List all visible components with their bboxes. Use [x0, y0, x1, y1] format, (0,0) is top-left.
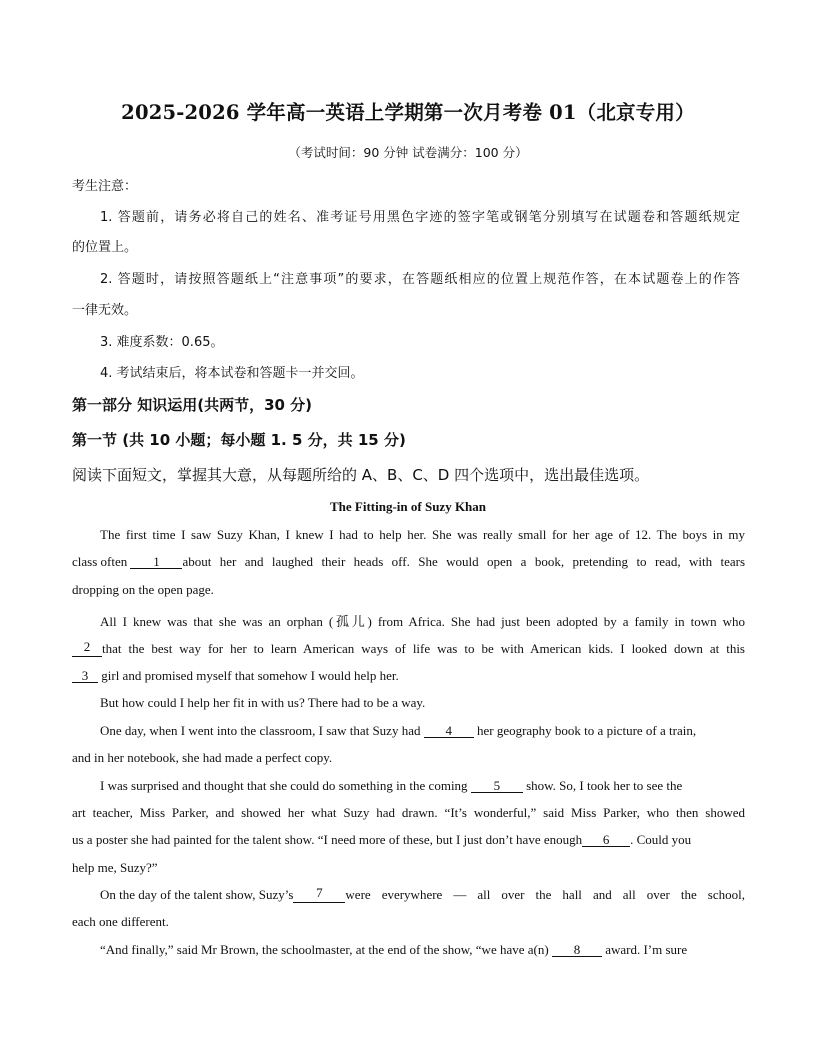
passage-line	[72, 554, 745, 570]
passage-line	[72, 641, 745, 657]
blank-1: 1	[130, 556, 182, 569]
page-title: 2025-2026 学年高一英语上学期第一次月考卷 01（北京专用）	[121, 101, 695, 124]
blank-5: 5	[471, 780, 523, 793]
passage-text: that the best way for her to learn American ways of life was to be with American kids. I looked down at this	[102, 641, 745, 656]
passage-text: One day, when I went into the classroom, I saw that Suzy had	[100, 723, 424, 738]
blank-2: 2	[72, 641, 102, 657]
passage-text: On the day of the talent show, Suzy’s	[100, 887, 294, 902]
passage-line: But how could I help her fit in with us? There had to be a way.	[100, 695, 426, 710]
notice-item-1-cont: 的位置上。	[72, 240, 138, 255]
passage-line: All I knew was that she was an orphan (孤儿) from Africa. She had just been adopted by a family in town who	[100, 614, 745, 629]
blank-6: 6	[582, 834, 630, 847]
blank-8: 8	[552, 944, 602, 957]
passage-text: . Could you	[630, 832, 692, 847]
passage-line	[100, 723, 696, 739]
blank-7: 7	[293, 887, 345, 903]
passage-line: and in her notebook, she had made a perfect copy.	[72, 750, 333, 765]
passage-text: show. So, I took her to see the	[522, 778, 683, 793]
notice-item-2-cont: 一律无效。	[72, 303, 138, 318]
passage-text: I was surprised and thought that she could do something in the coming	[100, 778, 471, 793]
passage-text: award. I’m sure	[601, 942, 688, 957]
instruction-text: 阅读下面短文，掌握其大意，从每题所给的 A、B、C、D 四个选项中，选出最佳选项。	[72, 466, 650, 484]
notice-item-4: 4. 考试结束后，将本试卷和答题卡一并交回。	[100, 366, 364, 381]
notice-heading: 考生注意：	[72, 179, 138, 194]
passage-title: The Fitting-in of Suzy Khan	[329, 499, 487, 514]
passage-line: The first time I saw Suzy Khan, I knew I had to help her. She was really small for her age of 12. The boys in my	[100, 527, 745, 542]
passage-line	[72, 832, 691, 848]
passage-text: about her and laughed their heads off. She would open a book, pretending to read, with tears	[182, 554, 745, 569]
passage-line	[100, 942, 687, 958]
passage-line: each one different.	[72, 914, 169, 929]
blank-3: 3	[72, 670, 98, 683]
section-sub-heading: 第一节 (共 10 小题；每小题 1. 5 分，共 15 分)	[72, 431, 406, 449]
passage-line	[100, 887, 745, 903]
notice-item-2: 2. 答题时，请按照答题纸上“注意事项”的要求，在答题纸相应的位置上规范作答，在本试题卷上的作答	[100, 272, 740, 287]
section-part-heading: 第一部分 知识运用(共两节，30 分)	[72, 396, 313, 414]
passage-text: her geography book to a picture of a train,	[473, 723, 697, 738]
notice-item-3: 3. 难度系数：0.65。	[100, 335, 224, 350]
passage-text: were everywhere — all over the hall and all over the school,	[345, 887, 745, 902]
passage-line	[72, 668, 399, 684]
blank-4: 4	[424, 725, 474, 738]
passage-line: help me, Suzy?”	[72, 860, 158, 875]
passage-text: “And finally,” said Mr Brown, the schoolmaster, at the end of the show, “we have a(n)	[100, 942, 552, 957]
notice-item-1: 1. 答题前，请务必将自己的姓名、准考证号用黑色字迹的签字笔或钢笔分别填写在试题卷和答题纸规定	[100, 210, 740, 225]
passage-text: girl and promised myself that somehow I would help her.	[98, 668, 399, 683]
passage-line: dropping on the open page.	[72, 582, 214, 597]
passage-line: art teacher, Miss Parker, and showed her what Suzy had drawn. “It’s wonderful,” said Miss Parker, who then showed	[72, 805, 745, 820]
passage-line	[100, 778, 682, 794]
exam-info: （考试时间：90 分钟 试卷满分：100 分）	[288, 145, 528, 160]
passage-text: class often	[72, 554, 131, 569]
passage-text: us a poster she had painted for the talent show. “I need more of these, but I just don’t have enough	[72, 832, 583, 847]
